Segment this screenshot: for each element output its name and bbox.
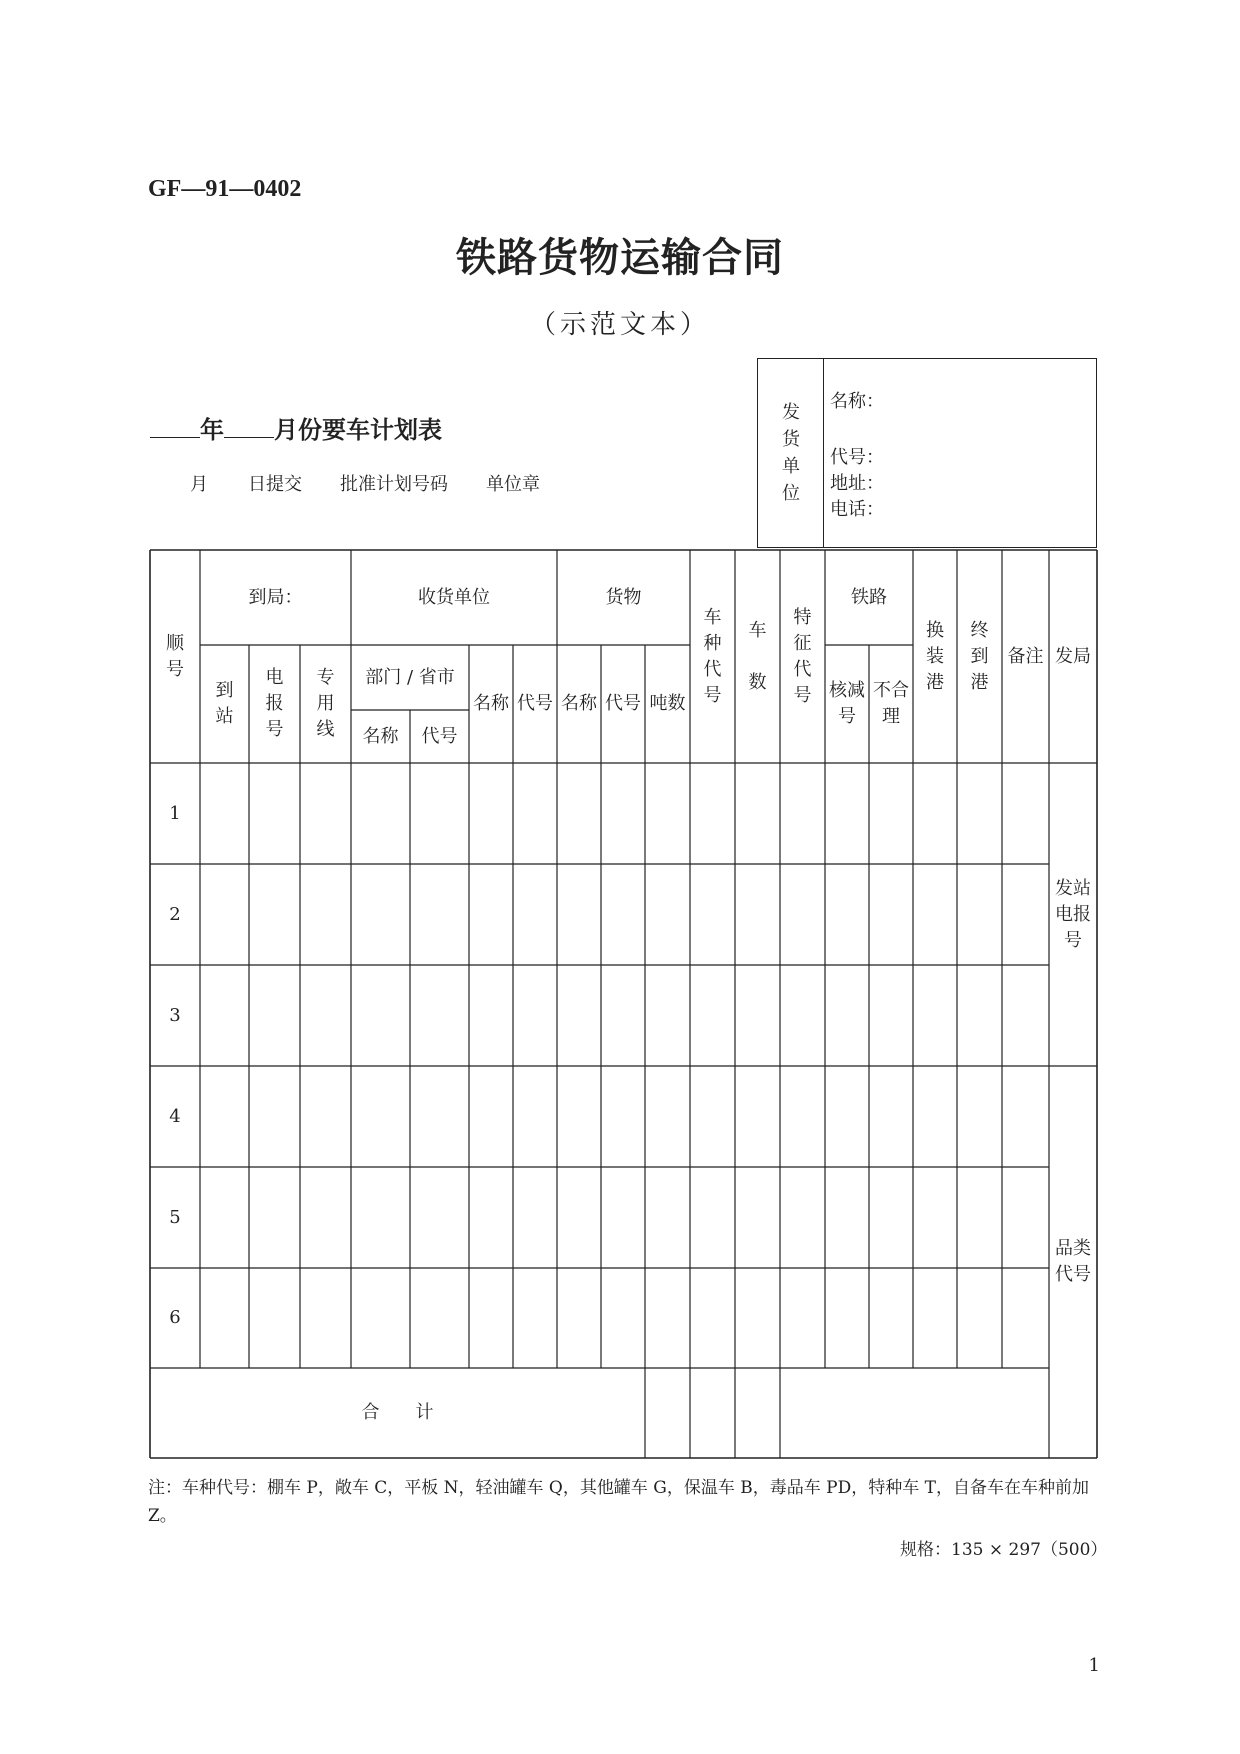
dept-name-header: 名称 <box>362 725 399 747</box>
document-code: GF—91—0402 <box>148 176 302 202</box>
railway-header: 铁路 <box>851 586 887 608</box>
spec-label: 规格：135 × 297（500） <box>900 1540 1108 1560</box>
dept-code-header: 代号 <box>421 725 458 747</box>
unit-seal: 单位章 <box>486 474 540 495</box>
shipper-label: 发 货 单 位 <box>782 402 800 504</box>
row-number-2: 2 <box>169 903 181 925</box>
unreasonable-header: 不合 理 <box>873 680 909 727</box>
arrival-bureau-header: 到局： <box>248 586 303 608</box>
category-code-label: 品类 代号 <box>1055 1238 1091 1285</box>
row-number-3: 3 <box>169 1004 181 1026</box>
consignee-header: 收货单位 <box>418 586 490 608</box>
consignee-name-header: 名称 <box>473 693 509 714</box>
dept-province-header: 部门 / 省市 <box>365 666 455 688</box>
row-number-1: 1 <box>169 802 181 824</box>
total-label: 合 计 <box>361 1402 434 1423</box>
remarks-header: 备注 <box>1007 645 1044 667</box>
submit-line <box>190 470 540 496</box>
consignee-code-header: 代号 <box>517 693 553 714</box>
feature-code-header: 特 征 代 号 <box>793 606 812 706</box>
footnote: 注：车种代号：棚车 P，敞车 C，平板 N，轻油罐车 Q，其他罐车 G，保温车 B，毒品车 PD，特种车 T，自备车在车种前加 Z。 <box>148 1478 1089 1526</box>
row-number-4: 4 <box>169 1105 181 1127</box>
year-label: 年 <box>200 415 224 444</box>
approved-plan-no: 批准计划号码 <box>340 474 448 495</box>
shipper-phone-field[interactable]: 电话： <box>830 499 884 520</box>
origin-station-telegraph-label: 发站 电报 号 <box>1055 877 1091 951</box>
document-title: 铁路货物运输合同 <box>456 234 784 281</box>
siding-header: 专 用 线 <box>316 667 335 740</box>
plan-title <box>150 410 442 445</box>
document-subtitle: （示范文本） <box>529 310 710 340</box>
seq-header: 顺 号 <box>166 632 184 680</box>
arrival-station-header: 到 站 <box>215 680 234 727</box>
cargo-name-header: 名称 <box>561 693 597 714</box>
car-type-code-header: 车 种 代 号 <box>703 606 722 706</box>
shipper-name-field[interactable]: 名称： <box>830 391 884 412</box>
tonnage-header: 吨数 <box>649 693 686 714</box>
month-blank[interactable] <box>224 415 274 438</box>
telegraph-no-header: 电 报 号 <box>265 667 284 740</box>
shipper-box <box>757 358 1097 548</box>
terminal-port-header: 终 到 港 <box>970 619 989 693</box>
origin-bureau-header: 发局 <box>1055 645 1091 667</box>
shipper-code-field[interactable]: 代号： <box>830 447 884 468</box>
verified-no-header: 核减 号 <box>829 680 865 727</box>
month-label: 月份要车计划表 <box>274 415 442 444</box>
cargo-header: 货物 <box>605 586 642 608</box>
submit-month: 月 <box>190 474 208 495</box>
transship-port-header: 换 装 港 <box>926 619 944 693</box>
row-number-6: 6 <box>169 1307 181 1328</box>
page-number: 1 <box>1088 1655 1100 1676</box>
submit-day: 日提交 <box>248 474 302 495</box>
shipper-address-field[interactable]: 地址： <box>830 473 884 494</box>
cargo-code-header: 代号 <box>605 693 641 714</box>
year-blank[interactable] <box>150 415 200 438</box>
row-number-5: 5 <box>169 1206 181 1228</box>
car-count-header: 车 数 <box>748 619 767 693</box>
shipper-label-column <box>758 359 824 547</box>
